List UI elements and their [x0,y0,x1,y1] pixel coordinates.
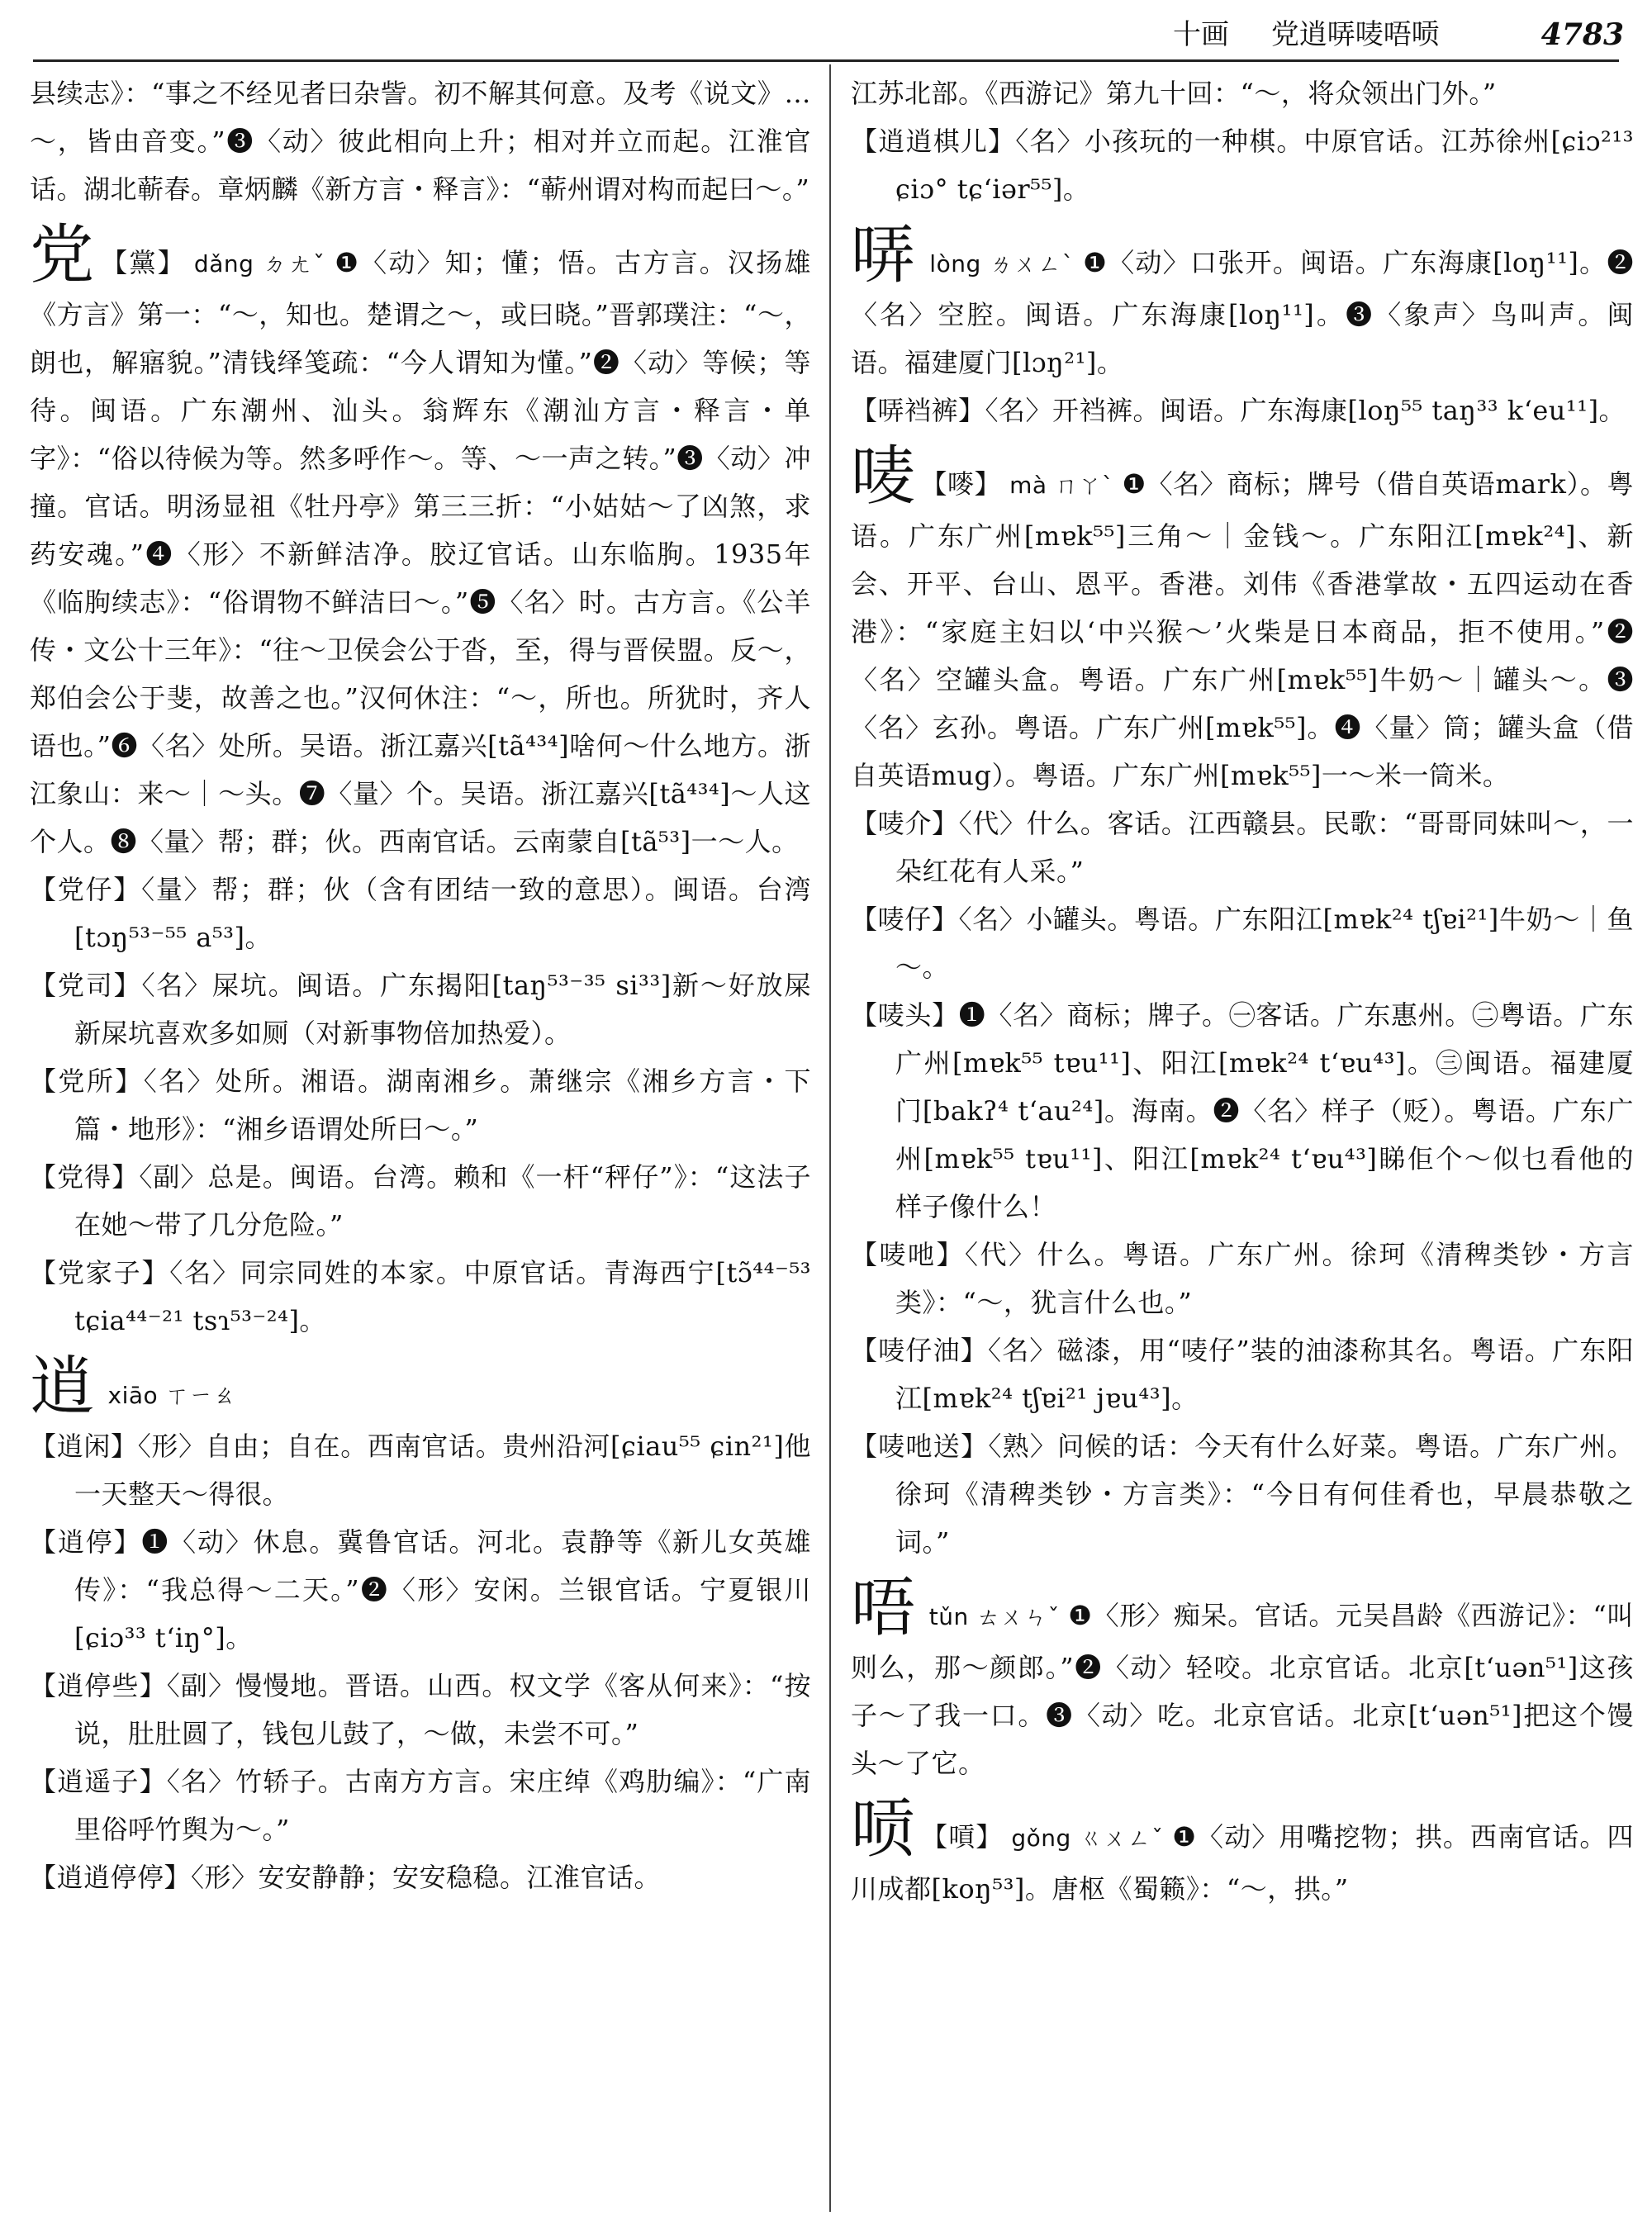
headword-character: 哢 [851,218,917,292]
sub-entry: 【党家子】〈名〉同宗同姓的本家。中原官话。青海西宁[tɔ̃⁴⁴⁻⁵³ tɕia⁴⁴⁻²¹ tsɿ⁵³⁻²⁴]。 [30,1257,811,1336]
sub-entry: 【唛吔】〈代〉什么。粤语。广东广州。徐珂《清稗类钞・方言类》：“～，犹言什么也。” [851,1239,1634,1318]
sub-entry: 【唛仔】〈名〉小罐头。粤语。广东阳江[mɐk²⁴ tʃɐi²¹]牛奶～｜鱼～。 [851,904,1634,983]
headword-entry [30,220,811,866]
sub-entry: 【唛仔油】〈名〉磁漆，用“唛仔”装的油漆称其名。粤语。广东阳江[mɐk²⁴ tʃɐi²¹ jɐu⁴³]。 [851,1335,1634,1414]
headword-entry [851,220,1634,387]
definition-text: ❶〈动〉口张开。闽语。广东海康[loŋ¹¹]。❷〈名〉空腔。闽语。广东海康[loŋ¹¹]。❸〈象声〉鸟叫声。闽语。福建厦门[lɔŋ²¹]。 [851,247,1634,378]
definition-text: ❶〈动〉用嘴挖物；拱。西南官话。四川成都[koŋ⁵³]。唐枢《蜀籁》：“～，拱。” [851,1821,1634,1905]
sub-entry: 【逍逍棋儿】〈名〉小孩玩的一种棋。中原官话。江苏徐州[ɕiɔ²¹³ ɕiɔ° tɕʻiər⁵⁵]。 [851,126,1634,205]
definition-text: ❶〈名〉商标；牌号（借自英语mark）。粤语。广东广州[mɐk⁵⁵]三角～｜金钱～。广东阳江[mɐk²⁴]、新会、开平、台山、恩平。香港。刘伟《香港掌故・五四运动在香港》：“家庭主妇以‘中兴猴～’火柴是日本商品，拒不使用。”❷〈名〉空罐头盒。粤语。广东广州[mɐk⁵⁵]牛奶～｜罐头～。❸〈名〉玄孙。粤语。广东广州[mɐk⁵⁵]。❹〈量〉筒；罐头盒（借自英语mug）。粤语。广东广州[mɐk⁵⁵]一～米一筒米。 [851,468,1634,791]
traditional-form: 【嗊】 [921,1821,1004,1853]
column-divider [829,64,831,2212]
definition-text: ❶〈形〉痴呆。官话。元吴昌龄《西游记》：“叫则么，那～颜郎。”❷〈动〉轻咬。北京官话。北京[tʻuən⁵¹]这孩子～了我一口。❸〈动〉吃。北京官话。北京[tʻuən⁵¹]把这个馒头～了它。 [851,1600,1634,1779]
sub-entry: 【逍停些】〈副〉慢慢地。晋语。山西。权文学《客从何来》：“按说，肚肚圆了，钱包儿鼓了，～做，未尝不可。” [30,1670,811,1749]
definition-text: ❶〈动〉知；懂；悟。古方言。汉扬雄《方言》第一：“～，知也。楚谓之～，或曰晓。”晋郭璞注：“～，朗也，解寤貌。”清钱绎笺疏：“今人谓知为懂。”❷〈动〉等候；等待。闽语。广东潮州、汕头。翁辉东《潮汕方言・释言・单字》：“俗以待候为等。然多呼作～。等、～一声之转。”❸〈动〉冲撞。官话。明汤显祖《牡丹亭》第三三折：“小姑姑～了凶煞，求药安魂。”❹〈形〉不新鲜洁净。胶辽官话。山东临朐。1935年《临朐续志》：“俗谓物不鲜洁曰～。”❺〈名〉时。古方言。《公羊传・文公十三年》：“往～卫侯会公于沓，至，得与晋侯盟。反～，郑伯会公于斐，故善之也。”汉何休注：“～，所也。所犹时，齐人语也。”❻〈名〉处所。吴语。浙江嘉兴[tã⁴³⁴]啥何～什么地方。浙江象山：来～｜～头。❼〈量〉个。吴语。浙江嘉兴[tã⁴³⁴]～人这个人。❽〈量〉帮；群；伙。西南官话。云南蒙自[tã⁵³]一～人。 [30,247,811,857]
pinyin-reading: mà ㄇㄚˋ [1009,472,1114,499]
right-column [851,69,1634,2222]
sub-entry: 【党司】〈名〉屎坑。闽语。广东揭阳[taŋ⁵³⁻³⁵ si³³]新～好放屎新屎坑喜欢多如厕（对新事物倍加热爱）。 [30,970,811,1049]
traditional-form: 【黨】 [101,247,186,278]
headword-character: 逍 [30,1350,95,1424]
section-label: 十画 [1173,18,1229,51]
headword-entry [851,1794,1634,1913]
header-characters: 党逍哢唛唔唝 [1270,18,1440,51]
pinyin-reading: lòng ㄌㄨㄥˋ [929,250,1075,278]
headword-character: 唛 [851,439,916,514]
headword-character: 唔 [851,1571,916,1645]
sub-entry: 【党仔】〈量〉帮；群；伙（含有团结一致的意思）。闽语。台湾[tɔŋ⁵³⁻⁵⁵ a⁵³]。 [30,874,811,953]
pinyin-reading: tǔn ㄊㄨㄣˇ [928,1603,1061,1630]
continued-text: 江苏北部。《西游记》第九十回：“～，将众领出门外。” [851,78,1497,109]
sub-entry: 【唛介】〈代〉什么。客话。江西赣县。民歌：“哥哥同妹叫～，一朵红花有人采。” [851,808,1634,887]
sub-entry: 【党所】〈名〉处所。湘语。湖南湘乡。萧继宗《湘乡方言・下篇・地形》：“湘乡语谓处所曰～。” [30,1065,811,1145]
pinyin-reading: gǒng ㄍㄨㄥˇ [1011,1824,1165,1852]
sub-entry: 【逍停】❶〈动〉休息。冀鲁官话。河北。袁静等《新儿女英雄传》：“我总得～二天。”❷〈形〉安闲。兰银官话。宁夏银川[ɕiɔ³³ tʻiŋ°]。 [30,1526,811,1654]
headword-character: 唝 [851,1792,917,1867]
pinyin-reading: xiāo ㄒㄧㄠ [107,1382,237,1409]
traditional-form: 【嘜】 [920,468,1002,500]
sub-entry: 【唛吔送】〈熟〉问候的话：今天有什么好菜。粤语。广东广州。徐珂《清稗类钞・方言类》：“今日有何佳肴也，早晨恭敬之词。” [851,1431,1634,1558]
headword-entry [851,1573,1634,1787]
sub-entry: 【党得】〈副〉总是。闽语。台湾。赖和《一杆“秤仔”》：“这法子在她～带了几分危险。” [30,1161,811,1241]
headword-character: 党 [30,218,97,292]
sub-entry: 【唛头】❶〈名〉商标；牌子。㊀客话。广东惠州。㊁粤语。广东广州[mɐk⁵⁵ tɐu¹¹]、阳江[mɐk²⁴ tʻɐu⁴³]。㊂闽语。福建厦门[bakʔ⁴ tʻau²⁴]。海南。❷〈名〉样子（贬）。粤语。广东广州[mɐk⁵⁵ tɐu¹¹]、阳江[mɐk²⁴ tʻɐu⁴³]睇佢个～似乜看他的样子像什么！ [851,999,1634,1222]
headword-entry [30,1351,811,1422]
sub-entry: 【逍闲】〈形〉自由；自在。西南官话。贵州沿河[ɕiau⁵⁵ ɕin²¹]他一天整天～得很。 [30,1431,811,1510]
headword-entry [851,441,1634,799]
header-rule [33,59,1619,62]
sub-entry: 【逍逍停停】〈形〉安安静静；安安稳稳。江淮官话。 [30,1862,662,1893]
sub-entry: 【哢裆裤】〈名〉开裆裤。闽语。广东海康[loŋ⁵⁵ taŋ³³ kʻeu¹¹]。 [851,395,1626,426]
pinyin-reading: dǎng ㄉㄤˇ [193,250,327,278]
left-column [30,69,811,2222]
sub-entry: 【逍遥子】〈名〉竹轿子。古南方方言。宋庄绰《鸡肋编》：“广南里俗呼竹舆为～。” [30,1766,811,1845]
page-header [1173,12,1635,58]
page-number: 4783 [1540,17,1624,52]
continued-text: 县续志》：“事之不经见者曰杂訾。初不解其何意。及考《说文》…～，皆由音变。”❸〈动〉彼此相向上升；相对并立而起。江淮官话。湖北蕲春。章炳麟《新方言・释言》：“蕲州谓对构而起曰～。” [30,78,811,205]
